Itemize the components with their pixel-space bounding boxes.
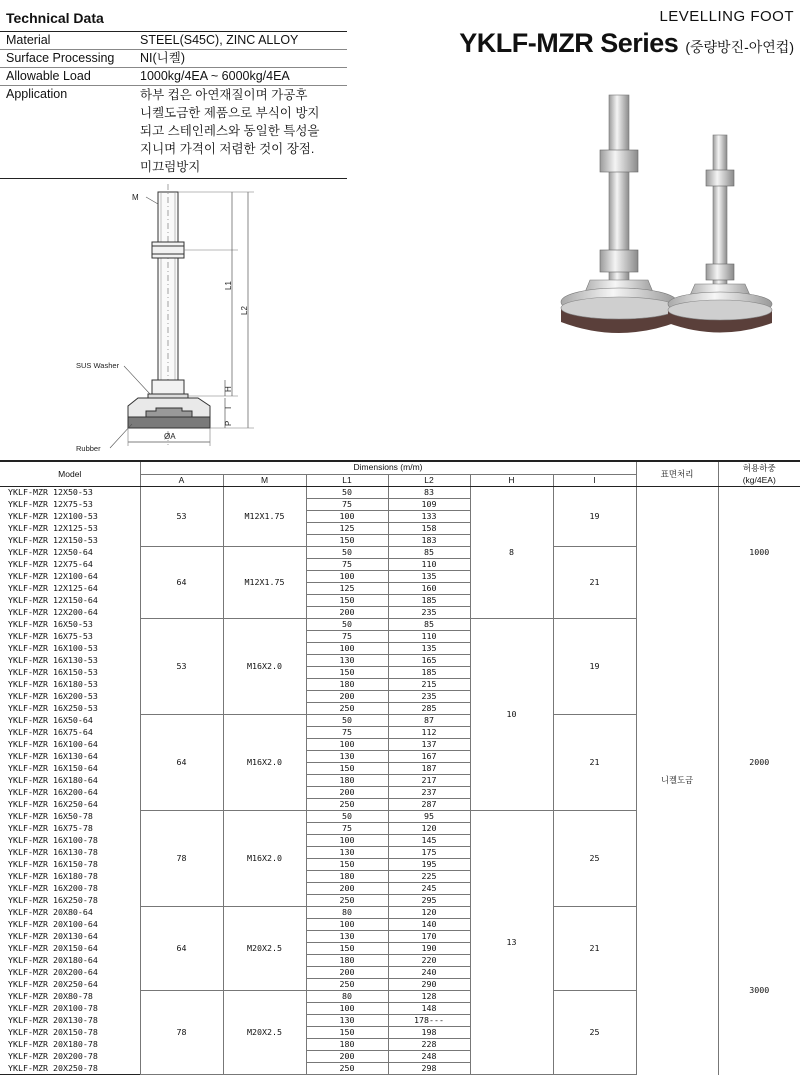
l1-cell: 75 bbox=[306, 727, 388, 739]
model-cell: YKLF-MZR 20X100-64 bbox=[0, 919, 140, 931]
col-a: A bbox=[140, 474, 223, 487]
model-cell: YKLF-MZR 12X75-64 bbox=[0, 559, 140, 571]
l2-cell: 298 bbox=[388, 1063, 470, 1075]
i-cell: 21 bbox=[553, 547, 636, 619]
model-cell: YKLF-MZR 12X75-53 bbox=[0, 499, 140, 511]
model-cell: YKLF-MZR 16X250-78 bbox=[0, 895, 140, 907]
allowable-load-label: Allowable Load bbox=[0, 68, 134, 86]
a-cell: 64 bbox=[140, 547, 223, 619]
l1-cell: 180 bbox=[306, 679, 388, 691]
l1-cell: 150 bbox=[306, 1027, 388, 1039]
l2-cell: 175 bbox=[388, 847, 470, 859]
drawing-label-p: P bbox=[224, 420, 233, 426]
h-cell: 10 bbox=[470, 619, 553, 811]
l1-cell: 250 bbox=[306, 895, 388, 907]
l1-cell: 180 bbox=[306, 871, 388, 883]
l2-cell: 120 bbox=[388, 907, 470, 919]
i-cell: 25 bbox=[553, 811, 636, 907]
col-model: Model bbox=[0, 461, 140, 487]
model-cell: YKLF-MZR 20X200-78 bbox=[0, 1051, 140, 1063]
a-cell: 64 bbox=[140, 907, 223, 991]
l2-cell: 185 bbox=[388, 595, 470, 607]
technical-drawing bbox=[60, 180, 280, 455]
l1-cell: 150 bbox=[306, 763, 388, 775]
a-cell: 78 bbox=[140, 991, 223, 1075]
model-cell: YKLF-MZR 16X180-64 bbox=[0, 775, 140, 787]
model-cell: YKLF-MZR 16X130-78 bbox=[0, 847, 140, 859]
i-cell: 19 bbox=[553, 487, 636, 547]
l2-cell: 170 bbox=[388, 931, 470, 943]
h-cell: 8 bbox=[470, 487, 553, 619]
l2-cell: 87 bbox=[388, 715, 470, 727]
technical-data-title: Technical Data bbox=[6, 10, 104, 26]
l1-cell: 150 bbox=[306, 943, 388, 955]
l2-cell: 295 bbox=[388, 895, 470, 907]
l2-cell: 228 bbox=[388, 1039, 470, 1051]
application-value: 하부 컵은 아연재질이며 가공후 니켈도금한 제품으로 부식이 방지 되고 스테인레스와 동일한 특성을 지니며 가격이 저렴한 것이 장점. 미끄럼방지 bbox=[134, 86, 347, 179]
l1-cell: 50 bbox=[306, 811, 388, 823]
material-label: Material bbox=[0, 32, 134, 50]
l1-cell: 100 bbox=[306, 739, 388, 751]
m-cell: M16X2.0 bbox=[223, 811, 306, 907]
drawing-label-l2: L2 bbox=[240, 306, 249, 315]
model-cell: YKLF-MZR 16X200-78 bbox=[0, 883, 140, 895]
l2-cell: 287 bbox=[388, 799, 470, 811]
model-cell: YKLF-MZR 20X150-64 bbox=[0, 943, 140, 955]
model-cell: YKLF-MZR 16X75-53 bbox=[0, 631, 140, 643]
application-label: Application bbox=[0, 86, 134, 179]
model-cell: YKLF-MZR 20X80-64 bbox=[0, 907, 140, 919]
col-load bbox=[718, 461, 800, 487]
l2-cell: 167 bbox=[388, 751, 470, 763]
i-cell: 21 bbox=[553, 907, 636, 991]
model-cell: YKLF-MZR 16X100-64 bbox=[0, 739, 140, 751]
l1-cell: 180 bbox=[306, 955, 388, 967]
l2-cell: 285 bbox=[388, 703, 470, 715]
l2-cell: 120 bbox=[388, 823, 470, 835]
l2-cell: 290 bbox=[388, 979, 470, 991]
model-cell: YKLF-MZR 20X250-64 bbox=[0, 979, 140, 991]
l2-cell: 145 bbox=[388, 835, 470, 847]
category-label: LEVELLING FOOT bbox=[659, 8, 794, 25]
l2-cell: 240 bbox=[388, 967, 470, 979]
col-i: I bbox=[553, 474, 636, 487]
l1-cell: 50 bbox=[306, 487, 388, 499]
model-cell: YKLF-MZR 20X130-64 bbox=[0, 931, 140, 943]
l1-cell: 180 bbox=[306, 775, 388, 787]
model-cell: YKLF-MZR 16X180-53 bbox=[0, 679, 140, 691]
i-cell: 19 bbox=[553, 619, 636, 715]
l2-cell: 217 bbox=[388, 775, 470, 787]
allowable-load-value: 1000kg/4EA ~ 6000kg/4EA bbox=[134, 68, 347, 86]
l1-cell: 150 bbox=[306, 535, 388, 547]
l2-cell: 135 bbox=[388, 571, 470, 583]
col-surface: 표면처리 bbox=[636, 461, 718, 487]
l2-cell: 128 bbox=[388, 991, 470, 1003]
model-cell: YKLF-MZR 16X50-53 bbox=[0, 619, 140, 631]
model-cell: YKLF-MZR 16X180-78 bbox=[0, 871, 140, 883]
specification-rows bbox=[0, 487, 800, 1075]
l2-cell: 133 bbox=[388, 511, 470, 523]
drawing-label-a: ØA bbox=[164, 432, 176, 441]
a-cell: 78 bbox=[140, 811, 223, 907]
m-cell: M20X2.5 bbox=[223, 991, 306, 1075]
l1-cell: 250 bbox=[306, 799, 388, 811]
model-cell: YKLF-MZR 16X75-78 bbox=[0, 823, 140, 835]
m-cell: M12X1.75 bbox=[223, 487, 306, 547]
l2-cell: 83 bbox=[388, 487, 470, 499]
l2-cell: 109 bbox=[388, 499, 470, 511]
l2-cell: 148 bbox=[388, 1003, 470, 1015]
col-h: H bbox=[470, 474, 553, 487]
l1-cell: 80 bbox=[306, 991, 388, 1003]
l2-cell: 85 bbox=[388, 547, 470, 559]
model-cell: YKLF-MZR 20X80-78 bbox=[0, 991, 140, 1003]
model-cell: YKLF-MZR 12X150-64 bbox=[0, 595, 140, 607]
model-cell: YKLF-MZR 16X200-53 bbox=[0, 691, 140, 703]
model-cell: YKLF-MZR 16X100-53 bbox=[0, 643, 140, 655]
a-cell: 64 bbox=[140, 715, 223, 811]
series-title bbox=[459, 28, 794, 59]
model-cell: YKLF-MZR 12X50-64 bbox=[0, 547, 140, 559]
model-cell: YKLF-MZR 20X150-78 bbox=[0, 1027, 140, 1039]
l1-cell: 75 bbox=[306, 631, 388, 643]
l1-cell: 200 bbox=[306, 883, 388, 895]
series-name: YKLF-MZR Series bbox=[459, 28, 679, 58]
i-cell: 25 bbox=[553, 991, 636, 1075]
m-cell: M16X2.0 bbox=[223, 619, 306, 715]
l2-cell: 237 bbox=[388, 787, 470, 799]
model-cell: YKLF-MZR 16X200-64 bbox=[0, 787, 140, 799]
load-cell: 3000 bbox=[749, 985, 770, 995]
l1-cell: 75 bbox=[306, 559, 388, 571]
l2-cell: 195 bbox=[388, 859, 470, 871]
load-cell: 2000 bbox=[749, 757, 770, 767]
load-cell: 1000 bbox=[749, 547, 770, 558]
model-cell: YKLF-MZR 12X150-53 bbox=[0, 535, 140, 547]
l1-cell: 130 bbox=[306, 847, 388, 859]
l1-cell: 130 bbox=[306, 1015, 388, 1027]
model-cell: YKLF-MZR 20X250-78 bbox=[0, 1063, 140, 1075]
model-cell: YKLF-MZR 16X250-64 bbox=[0, 799, 140, 811]
col-m: M bbox=[223, 474, 306, 487]
m-cell: M16X2.0 bbox=[223, 715, 306, 811]
l1-cell: 80 bbox=[306, 907, 388, 919]
model-cell: YKLF-MZR 16X150-64 bbox=[0, 763, 140, 775]
large-levelling-foot bbox=[561, 95, 677, 333]
l2-cell: 225 bbox=[388, 871, 470, 883]
model-cell: YKLF-MZR 20X180-78 bbox=[0, 1039, 140, 1051]
model-cell: YKLF-MZR 12X100-64 bbox=[0, 571, 140, 583]
l2-cell: 140 bbox=[388, 919, 470, 931]
drawing-label-rubber: Rubber bbox=[76, 444, 101, 453]
i-cell: 21 bbox=[553, 715, 636, 811]
l1-cell: 50 bbox=[306, 547, 388, 559]
h-cell: 13 bbox=[470, 811, 553, 1075]
l1-cell: 100 bbox=[306, 919, 388, 931]
l2-cell: 135 bbox=[388, 643, 470, 655]
l1-cell: 125 bbox=[306, 583, 388, 595]
l1-cell: 200 bbox=[306, 787, 388, 799]
a-cell: 53 bbox=[140, 619, 223, 715]
model-cell: YKLF-MZR 16X130-53 bbox=[0, 655, 140, 667]
specification-table bbox=[0, 460, 800, 1075]
col-load-unit: (kg/4EA) bbox=[742, 475, 776, 485]
l2-cell: 160 bbox=[388, 583, 470, 595]
model-cell: YKLF-MZR 16X250-53 bbox=[0, 703, 140, 715]
l2-cell: 248 bbox=[388, 1051, 470, 1063]
l1-cell: 130 bbox=[306, 931, 388, 943]
l1-cell: 200 bbox=[306, 607, 388, 619]
l1-cell: 100 bbox=[306, 1003, 388, 1015]
series-subtitle: (중량방진-아연컵) bbox=[685, 39, 794, 55]
l1-cell: 250 bbox=[306, 1063, 388, 1075]
l1-cell: 200 bbox=[306, 691, 388, 703]
drawing-label-i: I bbox=[224, 406, 233, 409]
model-cell: YKLF-MZR 16X100-78 bbox=[0, 835, 140, 847]
l2-cell: 185 bbox=[388, 667, 470, 679]
technical-data-table bbox=[0, 32, 347, 179]
model-cell: YKLF-MZR 12X200-64 bbox=[0, 607, 140, 619]
model-cell: YKLF-MZR 12X125-53 bbox=[0, 523, 140, 535]
model-cell: YKLF-MZR 16X75-64 bbox=[0, 727, 140, 739]
l1-cell: 100 bbox=[306, 511, 388, 523]
col-load-label: 허용하중 bbox=[742, 463, 776, 473]
l1-cell: 200 bbox=[306, 1051, 388, 1063]
l2-cell: 245 bbox=[388, 883, 470, 895]
l1-cell: 75 bbox=[306, 499, 388, 511]
surface-processing-label: Surface Processing bbox=[0, 50, 134, 68]
small-levelling-foot bbox=[668, 135, 772, 333]
material-value: STEEL(S45C), ZINC ALLOY bbox=[134, 32, 347, 50]
l2-cell: 112 bbox=[388, 727, 470, 739]
l1-cell: 100 bbox=[306, 571, 388, 583]
col-l1: L1 bbox=[306, 474, 388, 487]
l1-cell: 200 bbox=[306, 967, 388, 979]
l2-cell: 198 bbox=[388, 1027, 470, 1039]
model-cell: YKLF-MZR 20X180-64 bbox=[0, 955, 140, 967]
drawing-label-h: H bbox=[224, 386, 233, 392]
model-cell: YKLF-MZR 12X50-53 bbox=[0, 487, 140, 499]
l2-cell: 235 bbox=[388, 691, 470, 703]
l2-cell: 95 bbox=[388, 811, 470, 823]
l2-cell: 137 bbox=[388, 739, 470, 751]
drawing-label-m: M bbox=[132, 193, 139, 202]
model-cell: YKLF-MZR 16X130-64 bbox=[0, 751, 140, 763]
l2-cell: 158 bbox=[388, 523, 470, 535]
l1-cell: 75 bbox=[306, 823, 388, 835]
model-cell: YKLF-MZR 20X200-64 bbox=[0, 967, 140, 979]
l1-cell: 250 bbox=[306, 703, 388, 715]
m-cell: M20X2.5 bbox=[223, 907, 306, 991]
l2-cell: 85 bbox=[388, 619, 470, 631]
a-cell: 53 bbox=[140, 487, 223, 547]
l2-cell: 165 bbox=[388, 655, 470, 667]
l1-cell: 150 bbox=[306, 859, 388, 871]
l1-cell: 130 bbox=[306, 655, 388, 667]
model-cell: YKLF-MZR 16X50-64 bbox=[0, 715, 140, 727]
l1-cell: 125 bbox=[306, 523, 388, 535]
l2-cell: 190 bbox=[388, 943, 470, 955]
l1-cell: 150 bbox=[306, 595, 388, 607]
model-cell: YKLF-MZR 16X50-78 bbox=[0, 811, 140, 823]
drawing-label-washer: SUS Washer bbox=[76, 361, 120, 370]
l1-cell: 100 bbox=[306, 643, 388, 655]
l2-cell: 215 bbox=[388, 679, 470, 691]
l1-cell: 150 bbox=[306, 667, 388, 679]
l1-cell: 50 bbox=[306, 715, 388, 727]
l1-cell: 250 bbox=[306, 979, 388, 991]
col-dimensions: Dimensions (m/m) bbox=[140, 461, 636, 474]
table-row bbox=[0, 487, 800, 499]
model-cell: YKLF-MZR 12X125-64 bbox=[0, 583, 140, 595]
model-cell: YKLF-MZR 20X100-78 bbox=[0, 1003, 140, 1015]
l2-cell: 220 bbox=[388, 955, 470, 967]
m-cell: M12X1.75 bbox=[223, 547, 306, 619]
l2-cell: 187 bbox=[388, 763, 470, 775]
product-photo bbox=[545, 90, 795, 360]
l2-cell: 110 bbox=[388, 631, 470, 643]
model-cell: YKLF-MZR 12X100-53 bbox=[0, 511, 140, 523]
l1-cell: 180 bbox=[306, 1039, 388, 1051]
surface-processing-value: NI(니켈) bbox=[134, 50, 347, 68]
l1-cell: 130 bbox=[306, 751, 388, 763]
col-l2: L2 bbox=[388, 474, 470, 487]
drawing-label-l1: L1 bbox=[224, 281, 233, 290]
l2-cell: 110 bbox=[388, 559, 470, 571]
l1-cell: 100 bbox=[306, 835, 388, 847]
model-cell: YKLF-MZR 20X130-78 bbox=[0, 1015, 140, 1027]
model-cell: YKLF-MZR 16X150-53 bbox=[0, 667, 140, 679]
l1-cell: 50 bbox=[306, 619, 388, 631]
l2-cell: 183 bbox=[388, 535, 470, 547]
surface-cell: 니켈도금 bbox=[636, 487, 718, 1075]
model-cell: YKLF-MZR 16X150-78 bbox=[0, 859, 140, 871]
l2-cell: 235 bbox=[388, 607, 470, 619]
l2-cell: 178--- bbox=[388, 1015, 470, 1027]
